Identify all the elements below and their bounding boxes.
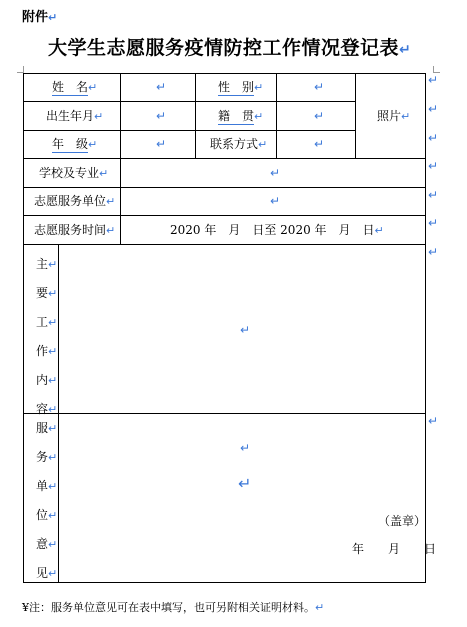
service-unit-label: 志愿服务单位↵ bbox=[34, 194, 116, 208]
crop-mark bbox=[433, 66, 440, 73]
paragraph-mark: ↵ bbox=[428, 414, 439, 428]
grade-value[interactable]: ↵ bbox=[156, 137, 167, 151]
name-value[interactable]: ↵ bbox=[156, 80, 167, 94]
birth-label: 出生年月↵ bbox=[46, 109, 104, 123]
service-time-value[interactable]: 2020 年 月 日至 2020 年 月 日↵ bbox=[170, 223, 384, 237]
grade-label: 年 级↵ bbox=[52, 137, 98, 151]
unit-opinion-content[interactable]: ↵ bbox=[240, 441, 251, 455]
footnote: ¥注：服务单位意见可在表中填写，也可另附相关证明材料。↵ bbox=[22, 601, 325, 614]
gender-value[interactable]: ↵ bbox=[314, 80, 325, 94]
attachment-label: 附件↵ bbox=[22, 10, 58, 25]
paragraph-mark: ↵ bbox=[428, 188, 439, 202]
paragraph-mark: ↵ bbox=[428, 159, 439, 173]
stamp-label: （盖章） bbox=[378, 514, 427, 528]
native-place-label: 籍 贯↵ bbox=[218, 109, 264, 123]
paragraph-mark: ↵ bbox=[428, 131, 439, 145]
paragraph-mark: ↵ bbox=[238, 474, 252, 493]
service-unit-value[interactable]: ↵ bbox=[270, 194, 281, 208]
contact-label: 联系方式↵ bbox=[210, 137, 268, 151]
paragraph-mark: ↵ bbox=[428, 216, 439, 230]
paragraph-mark: ↵ bbox=[428, 73, 439, 87]
signature-date: 年 月 日 bbox=[352, 542, 437, 556]
contact-value[interactable]: ↵ bbox=[314, 137, 325, 151]
paragraph-mark: ↵ bbox=[428, 245, 439, 259]
gender-label: 性 别↵ bbox=[218, 80, 264, 94]
main-work-label: 主↵ 要↵ 工↵ 作↵ 内↵ 容↵ bbox=[36, 257, 58, 416]
school-major-value[interactable]: ↵ bbox=[270, 166, 281, 180]
form-title: 大学生志愿服务疫情防控工作情况登记表↵ bbox=[48, 37, 412, 59]
school-major-label: 学校及专业↵ bbox=[39, 166, 109, 180]
crop-mark bbox=[17, 66, 24, 73]
paragraph-mark: ↵ bbox=[428, 102, 439, 116]
native-place-value[interactable]: ↵ bbox=[314, 109, 325, 123]
service-time-label: 志愿服务时间↵ bbox=[34, 223, 116, 237]
main-work-content[interactable]: ↵ bbox=[240, 323, 251, 337]
unit-opinion-label: 服↵ 务↵ 单↵ 位↵ 意↵ 见↵ bbox=[36, 421, 58, 580]
birth-value[interactable]: ↵ bbox=[156, 109, 167, 123]
name-label: 姓 名↵ bbox=[52, 80, 98, 94]
photo-label: 照片↵ bbox=[377, 109, 411, 123]
